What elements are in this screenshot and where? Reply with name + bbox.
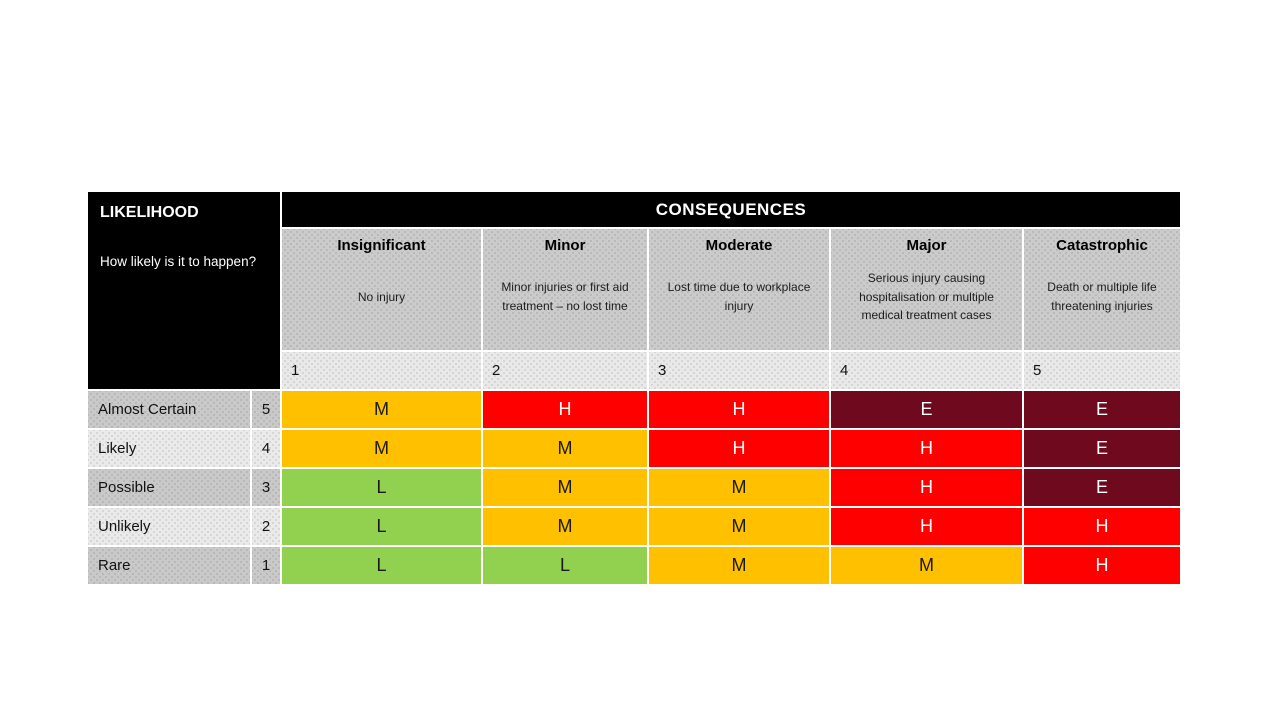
consequence-column-header <box>831 229 1022 350</box>
likelihood-rating: 3 <box>252 469 280 506</box>
risk-cell-h: H <box>831 469 1022 506</box>
consequence-description: No injury <box>357 289 406 304</box>
risk-cell-m: M <box>649 469 829 506</box>
likelihood-header-cell <box>88 192 280 389</box>
consequence-name: Minor <box>544 237 586 254</box>
consequence-rating: 5 <box>1024 352 1180 389</box>
risk-cell-e: E <box>1024 469 1180 506</box>
likelihood-rating: 1 <box>252 547 280 584</box>
risk-cell-m: M <box>649 508 829 545</box>
risk-cell-h: H <box>1024 547 1180 584</box>
consequence-name: Catastrophic <box>1056 237 1148 254</box>
risk-cell-h: H <box>483 391 647 428</box>
consequence-description: Lost time due to workplace injury <box>667 280 811 313</box>
likelihood-label: Unlikely <box>88 508 250 545</box>
likelihood-label: Possible <box>88 469 250 506</box>
risk-cell-m: M <box>831 547 1022 584</box>
risk-cell-m: M <box>483 508 647 545</box>
consequence-rating: 3 <box>649 352 829 389</box>
risk-cell-l: L <box>282 547 481 584</box>
risk-matrix <box>88 192 1180 584</box>
risk-cell-e: E <box>1024 391 1180 428</box>
consequence-rating: 4 <box>831 352 1022 389</box>
consequences-header-cell: CONSEQUENCES <box>282 192 1180 227</box>
risk-cell-h: H <box>831 430 1022 467</box>
consequence-column-header <box>483 229 647 350</box>
risk-cell-h: H <box>649 430 829 467</box>
likelihood-rating: 5 <box>252 391 280 428</box>
likelihood-question: How likely is it to happen? <box>100 254 257 269</box>
likelihood-rating: 4 <box>252 430 280 467</box>
risk-cell-h: H <box>831 508 1022 545</box>
consequence-column-header <box>282 229 481 350</box>
risk-cell-m: M <box>483 469 647 506</box>
risk-cell-m: M <box>649 547 829 584</box>
consequence-name: Major <box>906 237 947 254</box>
consequence-name: Moderate <box>705 237 773 254</box>
risk-cell-h: H <box>1024 508 1180 545</box>
consequence-column-header <box>649 229 829 350</box>
risk-cell-l: L <box>483 547 647 584</box>
consequence-description: Minor injuries or first aid treatment – no lost time <box>501 280 629 313</box>
consequence-name: Insignificant <box>337 237 426 254</box>
risk-cell-m: M <box>483 430 647 467</box>
consequence-column-header <box>1024 229 1180 350</box>
consequence-description: Serious injury causing hospitalisation or multiple medical treatment cases <box>859 271 994 323</box>
likelihood-title: LIKELIHOOD <box>100 204 199 221</box>
risk-cell-h: H <box>649 391 829 428</box>
risk-cell-e: E <box>831 391 1022 428</box>
risk-cell-e: E <box>1024 430 1180 467</box>
consequence-rating: 1 <box>282 352 481 389</box>
risk-cell-m: M <box>282 430 481 467</box>
risk-cell-l: L <box>282 469 481 506</box>
risk-cell-l: L <box>282 508 481 545</box>
risk-cell-m: M <box>282 391 481 428</box>
likelihood-label: Likely <box>88 430 250 467</box>
likelihood-label: Almost Certain <box>88 391 250 428</box>
likelihood-rating: 2 <box>252 508 280 545</box>
consequence-description: Death or multiple life threatening injuries <box>1047 280 1157 313</box>
consequence-rating: 2 <box>483 352 647 389</box>
likelihood-label: Rare <box>88 547 250 584</box>
